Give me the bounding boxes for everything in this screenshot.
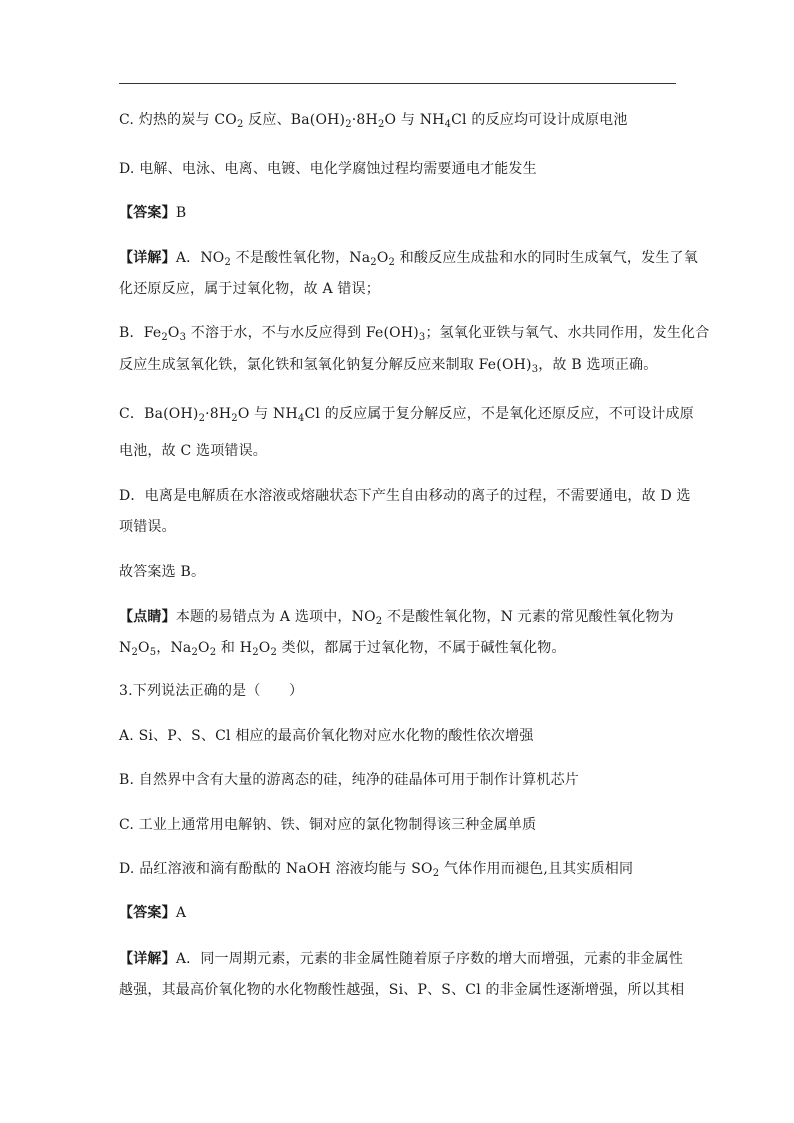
explanation-tag: 【详解】 — [119, 951, 176, 967]
explanation-line: C．$Ba(OH)_2\cdot 8H_2O$ 与 $NH_4Cl$ 的反应属于复分解反应，不是氧化还原反应，不可设计成原 — [119, 406, 694, 424]
option-a-line: A. Si、P、S、Cl 相应的最高价氧化物对应水化物的酸性依次增强 — [119, 728, 534, 744]
explanation-line: 【详解】A．同一周期元素，元素的非金属性随着原子序数的增大而增强，元素的非金属性 — [119, 951, 684, 967]
option-d-line: D. 品红溶液和滴有酚酞的 NaOH 溶液均能与 $SO_2$ 气体作用而褪色,且其实质相同 — [119, 861, 634, 879]
answer-line: 【答案】B — [119, 205, 187, 221]
explanation-line: 越强，其最高价氧化物的水化物酸性越强，Si、P、S、Cl 的非金属性逐渐增强，所以其相 — [119, 982, 685, 998]
note-line: $N_2O_5$，$Na_2O_2$ 和 $H_2O_2$ 类似，都属于过氧化物，不属于碱性氧化物。 — [119, 640, 566, 658]
explanation-line: 化还原反应，属于过氧化物，故 A 错误； — [119, 281, 381, 297]
explanation-line: D．电离是电解质在水溶液或熔融状态下产生自由移动的离子的过程，不需要通电，故 D 选 — [119, 488, 691, 504]
explanation-line: 【详解】A．$NO_2$ 不是酸性氧化物，$Na_2O_2$ 和酸反应生成盐和水的同时生成氧气，发生了氧 — [119, 250, 698, 268]
explanation-tag: 【详解】 — [119, 250, 176, 266]
conclusion-line: 故答案选 B。 — [119, 564, 206, 580]
explanation-line: 反应生成氢氧化铁，氯化铁和氢氧化钠复分解反应来制取 $Fe(OH)_3$，故 B 选项正确。 — [119, 357, 658, 375]
note-line: 【点睛】本题的易错点为 A 选项中，$NO_2$ 不是酸性氧化物，N 元素的常见酸性氧化物为 — [119, 609, 674, 627]
question-stem: 3.下列说法正确的是（ ） — [119, 683, 304, 699]
explanation-line: B．$Fe_2O_3$ 不溶于水，不与水反应得到 $Fe(OH)_3$；氢氧化亚铁与氧气、水共同作用，发生化合 — [119, 325, 710, 343]
explanation-line: 电池，故 C 选项错误。 — [119, 443, 268, 459]
option-d-line: D. 电解、电泳、电离、电镀、电化学腐蚀过程均需要通电才能发生 — [119, 161, 537, 177]
option-c-line: C. 灼热的炭与 $CO_2$ 反应、$Ba(OH)_2\cdot 8H_2O$ 与 $NH_4Cl$ 的反应均可设计成原电池 — [119, 112, 628, 130]
answer-line: 【答案】A — [119, 905, 187, 921]
option-c-line: C. 工业上通常用电解钠、铁、铜对应的氯化物制得该三种金属单质 — [119, 817, 537, 833]
explanation-line: 项错误。 — [119, 519, 176, 535]
header-rule — [119, 83, 676, 84]
note-tag: 【点睛】 — [119, 609, 176, 625]
answer-tag: 【答案】 — [119, 205, 176, 221]
answer-tag: 【答案】 — [119, 905, 176, 921]
option-b-line: B. 自然界中含有大量的游离态的硅，纯净的硅晶体可用于制作计算机芯片 — [119, 772, 579, 788]
